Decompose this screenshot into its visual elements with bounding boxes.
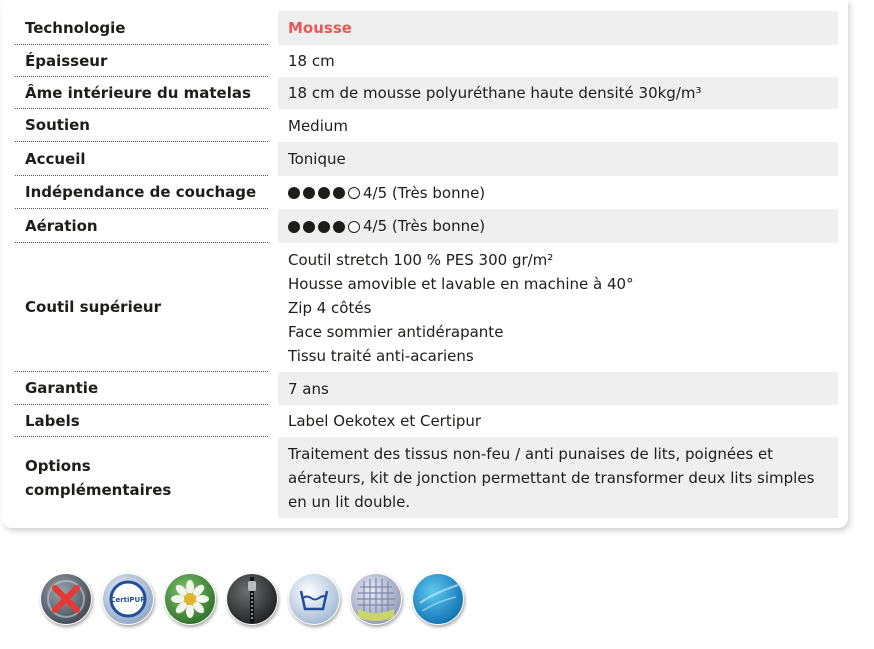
spec-label: Aération [15, 209, 268, 243]
options-line: Traitement des tissus non-feu / anti punaises de lits, poignées et [288, 444, 774, 463]
specs-card [2, 0, 848, 528]
spec-value: 7 ans [278, 372, 838, 405]
rating-dot-filled [288, 221, 300, 233]
rating-text: 4/5 (Très bonne) [363, 183, 486, 202]
anti-mites-icon [40, 573, 92, 625]
spec-value [278, 176, 838, 209]
coutil-line: Zip 4 côtés [288, 298, 372, 317]
rating-dots [288, 221, 360, 233]
options-line: aérateurs, kit de jonction permettant de transformer deux lits simples [288, 468, 815, 487]
spec-label: Garantie [15, 372, 268, 405]
rating-dot-filled [303, 187, 315, 199]
spec-row-soutien [2, 109, 848, 142]
spec-label: Coutil supérieur [15, 243, 268, 372]
rating-dot-filled [318, 187, 330, 199]
oekotex-flower-icon [164, 573, 216, 625]
spec-label: Épaisseur [15, 45, 268, 77]
spec-row-independance [2, 176, 848, 209]
spec-label: Soutien [15, 109, 268, 142]
fabric-icon [350, 573, 402, 625]
rating-dot-filled [303, 221, 315, 233]
certipur-icon [102, 573, 154, 625]
spec-value: 18 cm de mousse polyuréthane haute densité 30kg/m³ [278, 77, 838, 109]
options-line: en un lit double. [288, 492, 411, 511]
rating-dot-filled [318, 221, 330, 233]
certipur-text: CertiPUR [110, 596, 146, 604]
rating-dot-filled [333, 187, 345, 199]
spec-value: Medium [288, 116, 348, 135]
spec-value: 18 cm [288, 52, 335, 70]
spec-label: Âme intérieure du matelas [15, 77, 268, 109]
zip-icon [226, 573, 278, 625]
spec-label: Accueil [15, 142, 268, 176]
coutil-line: Tissu traité anti-acariens [288, 346, 474, 365]
options-label-line: complémentaires [25, 480, 172, 499]
spec-row-ame [2, 77, 848, 109]
blue-fabric-icon [412, 573, 464, 625]
spec-label: Indépendance de couchage [15, 176, 268, 209]
spec-row-garantie [2, 372, 848, 405]
coutil-line: Housse amovible et lavable en machine à 40° [288, 274, 634, 293]
rating-text: 4/5 (Très bonne) [363, 217, 486, 235]
spec-value: Label Oekotex et Certipur [288, 412, 482, 430]
spec-value [278, 11, 838, 45]
spec-row-options [2, 437, 848, 518]
washable-icon [288, 573, 340, 625]
spec-label: Technologie [15, 11, 268, 45]
spec-row-coutil [2, 243, 848, 372]
technology-value: Mousse [288, 19, 352, 37]
options-label-line: Options [25, 456, 91, 475]
spec-row-epaisseur [2, 45, 848, 77]
rating-dots [288, 187, 360, 199]
spec-row-labels [2, 405, 848, 437]
spec-label [15, 437, 268, 518]
spec-row-accueil [2, 142, 848, 176]
spec-row-aeration [2, 209, 848, 243]
spec-label: Labels [15, 405, 268, 437]
rating-dot-filled [288, 187, 300, 199]
spec-value [278, 437, 838, 518]
rating-dot-empty [348, 221, 360, 233]
coutil-line: Face sommier antidérapante [288, 322, 504, 341]
spec-value [278, 243, 838, 372]
spec-row-technologie [2, 11, 848, 45]
rating-dot-empty [348, 187, 360, 199]
rating-dot-filled [333, 221, 345, 233]
spec-value: Tonique [278, 142, 838, 176]
spec-value [278, 209, 838, 243]
coutil-line: Coutil stretch 100 % PES 300 gr/m² [288, 250, 554, 269]
